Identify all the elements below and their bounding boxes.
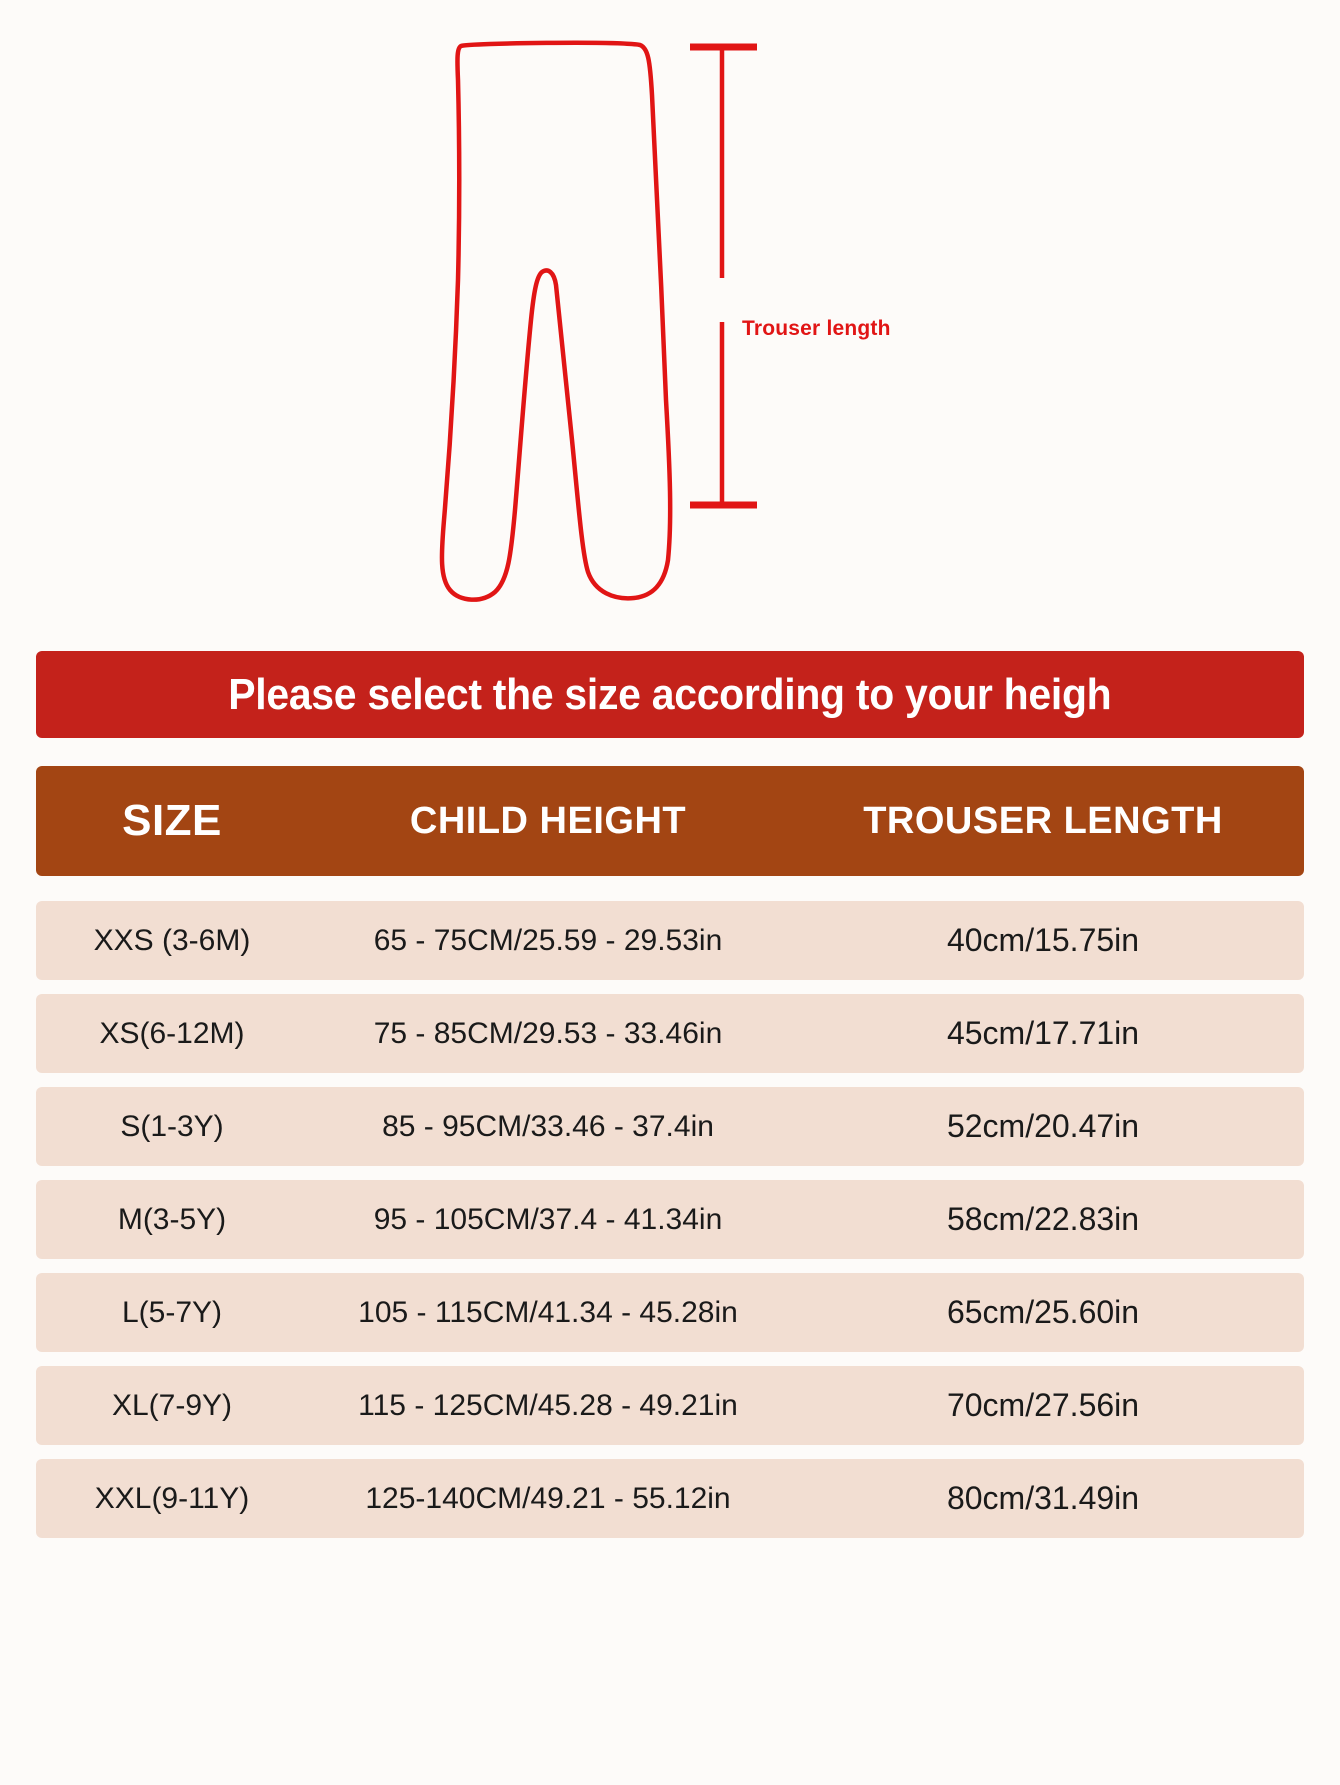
- cell-trouser-length: 80cm/31.49in: [946, 1480, 1140, 1516]
- table-header-row: [36, 766, 1304, 876]
- cell-size: XS(6-12M): [99, 1016, 245, 1050]
- cell-size: S(1-3Y): [120, 1109, 224, 1143]
- column-header-child-height: CHILD HEIGHT: [409, 799, 687, 842]
- tights-diagram-svg: [0, 0, 1340, 700]
- table-row: [36, 1366, 1304, 1445]
- tights-illustration: [0, 0, 1340, 700]
- cell-size: XL(7-9Y): [111, 1388, 233, 1422]
- cell-child-height: 85 - 95CM/33.46 - 37.4in: [382, 1109, 714, 1143]
- table-row: [36, 1087, 1304, 1166]
- trouser-length-label: Trouser length: [742, 317, 891, 340]
- cell-size: M(3-5Y): [117, 1202, 227, 1236]
- cell-size: XXS (3-6M): [93, 923, 251, 957]
- cell-size: L(5-7Y): [121, 1295, 223, 1329]
- cell-child-height: 95 - 105CM/37.4 - 41.34in: [373, 1202, 723, 1236]
- label-backdrop: [700, 278, 748, 322]
- cell-child-height: 115 - 125CM/45.28 - 49.21in: [358, 1388, 738, 1422]
- cell-trouser-length: 65cm/25.60in: [946, 1294, 1140, 1330]
- cell-size: XXL(9-11Y): [94, 1481, 250, 1515]
- table-row: [36, 1273, 1304, 1352]
- table-row: [36, 901, 1304, 980]
- cell-child-height: 75 - 85CM/29.53 - 33.46in: [373, 1016, 723, 1050]
- cell-trouser-length: 45cm/17.71in: [946, 1015, 1140, 1051]
- tights-outline-path: [442, 43, 670, 600]
- size-table-body: [36, 901, 1304, 1552]
- table-row: [36, 994, 1304, 1073]
- column-header-trouser-length: TROUSER LENGTH: [863, 799, 1223, 842]
- cell-trouser-length: 58cm/22.83in: [946, 1201, 1140, 1237]
- instruction-banner: [36, 651, 1304, 738]
- instruction-banner-text: Please select the size according to your heigh: [228, 669, 1112, 719]
- cell-trouser-length: 40cm/15.75in: [946, 922, 1140, 958]
- cell-trouser-length: 52cm/20.47in: [946, 1108, 1140, 1144]
- column-header-size: SIZE: [122, 796, 222, 845]
- cell-child-height: 105 - 115CM/41.34 - 45.28in: [358, 1295, 738, 1329]
- table-row: [36, 1459, 1304, 1538]
- cell-trouser-length: 70cm/27.56in: [946, 1387, 1140, 1423]
- cell-child-height: 125-140CM/49.21 - 55.12in: [365, 1481, 731, 1515]
- table-row: [36, 1180, 1304, 1259]
- cell-child-height: 65 - 75CM/25.59 - 29.53in: [373, 923, 723, 957]
